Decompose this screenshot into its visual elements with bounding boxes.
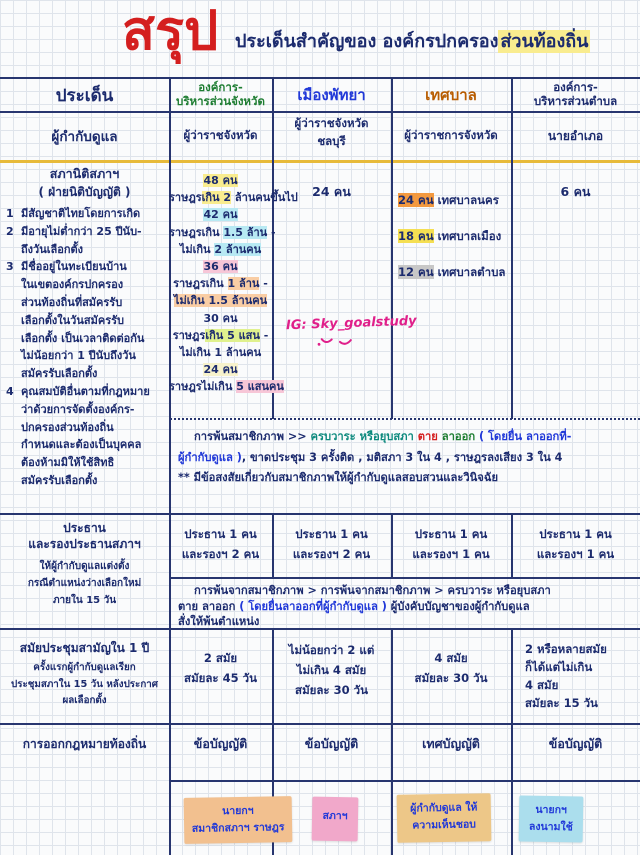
session-topic: สมัยประชุมสามัญใน 1 ปี: [19, 641, 150, 655]
council-qualification-list: 1 มีสัญชาติไทยโดยการเกิด 2 มีอายุไม่ต่ำกว่า 25 ปีนับ- ถึงวันเลือกตั้ง 3 มีชื่ออยู่ในทะเบียนบ้าน ในเขตองค์กรปกครอง ส่วนท้องถิ่นที่สมัครรับ เลือกตั้งในวันสมัครรับ เลือกตั้ง เป็นเวลาติดต่อกัน ไม่น้อยกว่า 1 ปีนับถึงวัน สมัครรับเลือกตั้ง 4 คุณสมบัติอื่นตามที่กฎหมาย ว่าด้วยการจัดตั้งองค์กร- ปกครองส่วนท้องถิ่น กำหนดและต้องเป็นบุคคล ต้องห้ามมิให้ใช้สิทธิ สมัครรับเลือกตั้ง: [6, 207, 150, 487]
chairman-topic-note: ให้ผู้กำกับดูแลแต่งตั้ง กรณีตำแหน่งว่างเลือกใหม่ ภายใน 15 วัน: [27, 561, 142, 606]
chairman-sao: ประธาน 1 คน และรองฯ 1 คน: [536, 527, 615, 561]
table-border-law-bottom: [170, 780, 640, 782]
law-topic: การออกกฎหมายท้องถิ่น: [22, 737, 147, 751]
session-municipality: 4 สมัย สมัยละ 30 วัน: [414, 651, 488, 685]
supervisor-pao: ผู้ว่าราชจังหวัด: [183, 128, 258, 142]
council-sao-value: 6 คน: [560, 184, 591, 199]
law-pao: ข้อบัญญัติ: [193, 736, 248, 751]
column-header-pattaya: เมืองพัทยา: [297, 86, 366, 104]
table-border-mid3: [0, 723, 640, 725]
column-header-municipality: เทศบาล: [425, 86, 477, 104]
law-pattaya: ข้อบัญญัติ: [304, 736, 359, 751]
council-pattaya-value: 24 คน: [312, 184, 351, 199]
chairman-pao: ประธาน 1 คน และรองฯ 2 คน: [181, 527, 260, 561]
page-subtitle: [235, 26, 635, 55]
supervisor-pattaya: ผู้ว่าราชจังหวัด ชลบุรี: [294, 116, 369, 149]
sticky-note-council: สภาฯ: [312, 797, 359, 842]
council-pao-values: 48 คน ราษฎรเกิน 2 ล้านคนขึ้นไป 42 คน ราษฎรเกิน 1.5 ล้าน - ไม่เกิน 2 ล้านคน 36 คน ราษฎรเกิน 1 ล้าน - ไม่เกิน 1.5 ล้านคน 30 คน ราษฎรเกิน 5 แสน - ไม่เกิน 1 ล้านคน 24 คน ราษฎรไม่เกิน 5 แสนคน: [169, 174, 298, 394]
council-municipality-values: 24 คน เทศบาลนคร 18 คน เทศบาลเมือง 12 คน เทศบาลตำบล: [398, 193, 506, 279]
council-topic-sub: ( ฝ่ายนิติบัญญัติ ): [38, 185, 131, 199]
council-topic-title: สภานิติสภาฯ: [49, 166, 120, 181]
table-border-top: [0, 77, 640, 79]
supervisor-municipality: ผู้ว่าราชการจังหวัด: [404, 128, 498, 142]
column-header-topic: ประเด็น: [55, 86, 114, 106]
column-header-sao: องค์การ- บริหารส่วนตำบล: [533, 80, 618, 109]
session-topic-note: ครั้งแรกผู้กำกับดูแลเรียก ประชุมสภาใน 15 วัน หลังประกาศ ผลเลือกตั้ง: [11, 662, 158, 706]
table-border-note2-top: [170, 577, 640, 579]
smiley-doodle-icon: [315, 332, 360, 353]
session-sao: 2 หรือหลายสมัย ก็ได้แต่ไม่เกิน 4 สมัย สมัยละ 15 วัน: [525, 642, 607, 710]
page-subtitle-highlight: ส่วนท้องถิ่น: [500, 31, 589, 52]
session-pao: 2 สมัย สมัยละ 45 วัน: [184, 651, 257, 685]
chairman-pattaya: ประธาน 1 คน และรองฯ 2 คน: [292, 527, 371, 561]
sticky-note-mayor-signs: นายกฯ ลงนามใช้: [519, 795, 584, 842]
column-header-pao: องค์การ- บริหารส่วนจังหวัด: [176, 80, 265, 109]
table-border-dotted: [170, 418, 640, 420]
page-title: สรุป: [122, 0, 219, 62]
sticky-note-pao-proposers: นายกฯ สมาชิกสภาฯ ราษฎร: [184, 796, 293, 844]
page-subtitle-plain: ประเด็นสำคัญของ องค์กรปกครอง: [235, 31, 499, 52]
table-border-under-headers: [0, 111, 640, 113]
instagram-watermark: IG: Sky_goalstudy: [285, 313, 417, 334]
chairman-termination-note: การพ้นจากสมาชิกภาพ > การพ้นจากสมาชิกภาพ > ครบวาระ หรือยุบสภา ตาย ลาออก ( โดยยื่นลาออกที่ผู้กำกับดูแล ) ผู้บังคับบัญชาของผู้กำกับดูแล สั่งให้พ้นตำแหน่ง: [178, 584, 551, 628]
supervisor-sao: นายอำเภอ: [547, 129, 604, 143]
chairman-topic: ประธาน และรองประธานสภาฯ: [28, 521, 141, 552]
law-municipality: เทศบัญญัติ: [422, 736, 480, 751]
chairman-municipality: ประธาน 1 คน และรองฯ 1 คน: [412, 527, 490, 561]
law-sao: ข้อบัญญัติ: [548, 736, 603, 751]
table-border-gold: [0, 160, 640, 163]
session-pattaya: ไม่น้อยกว่า 2 แต่ ไม่เกิน 4 สมัย สมัยละ 30 วัน: [288, 643, 375, 697]
membership-termination-note: การพ้นสมาชิกภาพ >> ครบวาระ หรือยุบสภา ตาย ลาออก ( โดยยื่น ลาออกที่- ผู้กำกับดูแล ), ขาดประชุม 3 ครั้งติด , มติสภา 3 ใน 4 , ราษฎรลงเสียง 3 ใน 4 ** มีข้อสงสัยเกี่ยวกับสมาชิกภาพให้ผู้กำกับดูแลสอบสวนและวินิจฉัย: [178, 430, 572, 484]
supervisor-topic: ผู้กำกับดูแล: [51, 129, 118, 145]
table-border-mid1: [0, 513, 640, 515]
sticky-note-supervisor-approval: ผู้กำกับดูแล ให้ ความเห็นชอบ: [397, 793, 492, 843]
